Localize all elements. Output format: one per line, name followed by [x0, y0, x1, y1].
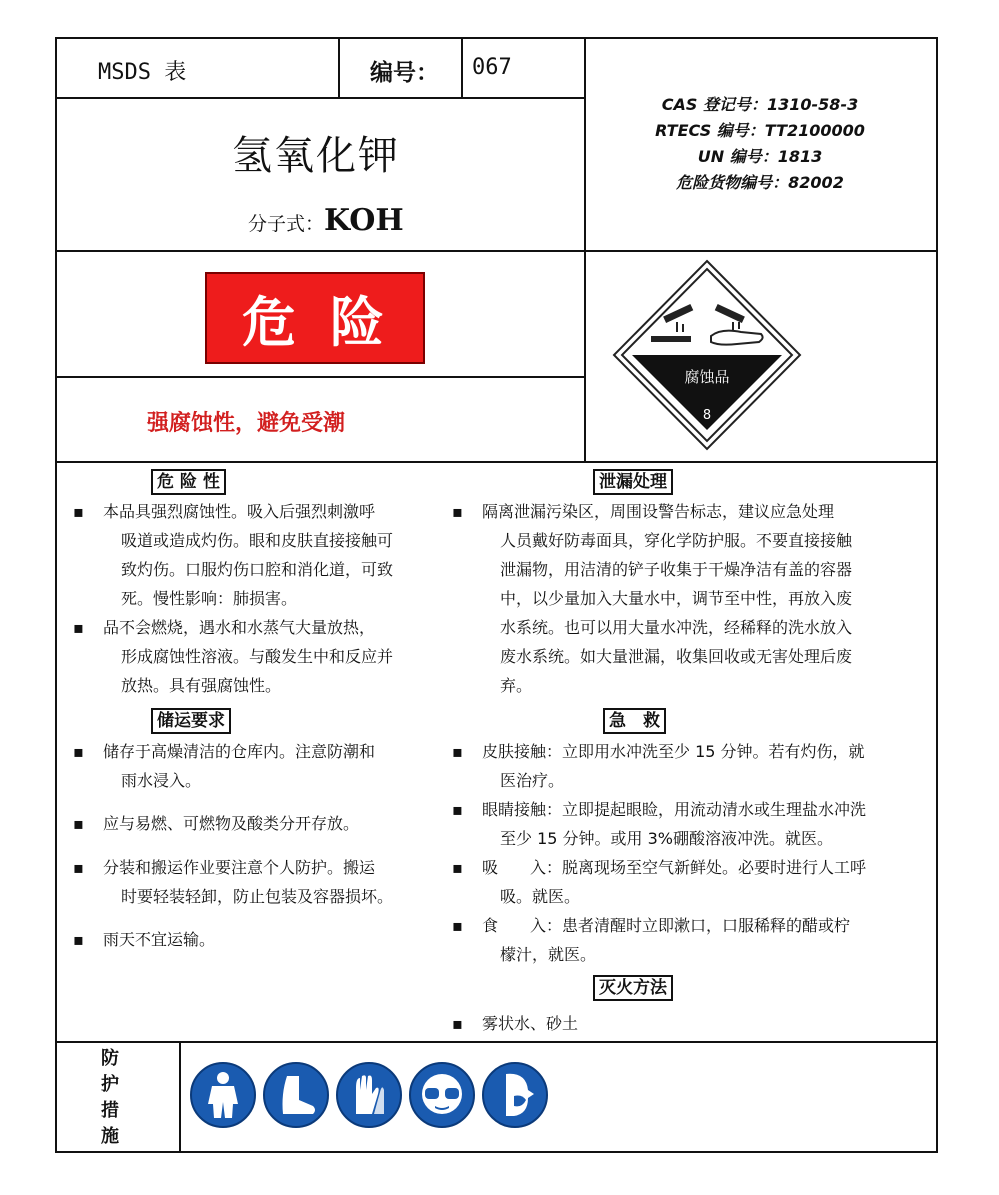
- safety-goggles-icon: [409, 1062, 475, 1128]
- bullet-icon: ▪: [73, 858, 84, 877]
- divider: [55, 1041, 938, 1043]
- safety-boots-icon: [263, 1062, 329, 1128]
- divider: [179, 1041, 181, 1153]
- danger-badge: 危险: [205, 272, 425, 364]
- protection-label: 防 护 措 施: [101, 1048, 119, 1147]
- cas-number: CAS 登记号：1310-58-3: [661, 95, 859, 114]
- formula-label: 分子式：: [248, 213, 325, 235]
- section-title-fire: 灭火方法: [593, 975, 673, 1001]
- warning-text: 强腐蚀性，避免受潮: [147, 411, 346, 436]
- bullet-icon: ▪: [452, 916, 463, 935]
- bullet-icon: ▪: [73, 814, 84, 833]
- bullet-icon: ▪: [73, 742, 84, 761]
- section-title-hazard: 危 险 性: [151, 469, 226, 495]
- divider: [461, 37, 463, 97]
- rtecs-number: RTECS 编号：TT2100000: [655, 121, 865, 140]
- divider: [584, 37, 586, 461]
- list-item: ▪ 品不会燃烧，遇水和水蒸气大量放热， 形成腐蚀性溶液。与酸发生中和反应并 放热。具有强腐蚀性。: [73, 613, 443, 700]
- hazard-label: 腐蚀品: [684, 368, 730, 386]
- section-title-first-aid: 急 救: [603, 708, 666, 734]
- divider: [55, 461, 938, 463]
- list-item: ▪ 雾状水、砂土: [452, 1009, 932, 1038]
- protective-suit-icon: [190, 1062, 256, 1128]
- list-item: ▪ 食 入：患者清醒时立即漱口，口服稀释的醋或柠 檬汁，就医。: [452, 911, 932, 969]
- number-value: 067: [472, 55, 512, 80]
- list-item: ▪ 眼睛接触：立即提起眼睑，用流动清水或生理盐水冲洗 至少 15 分钟。或用 3%硼酸溶液冲洗。就医。: [452, 795, 932, 853]
- bullet-icon: ▪: [452, 502, 463, 521]
- bullet-icon: ▪: [452, 800, 463, 819]
- divider: [338, 37, 340, 97]
- list-item: ▪ 皮肤接触：立即用水冲洗至少 15 分钟。若有灼伤，就 医治疗。: [452, 737, 932, 795]
- protective-gloves-icon: [336, 1062, 402, 1128]
- formula-value: KOH: [324, 203, 404, 238]
- divider: [55, 376, 585, 378]
- section-title-storage: 储运要求: [151, 708, 231, 734]
- bullet-icon: ▪: [73, 930, 84, 949]
- msds-label: MSDS 表: [98, 60, 187, 85]
- list-item: ▪ 雨天不宜运输。: [73, 925, 443, 954]
- chemical-name: 氢氧化钾: [232, 133, 400, 179]
- bullet-icon: ▪: [73, 618, 84, 637]
- bullet-icon: ▪: [452, 858, 463, 877]
- list-item: ▪ 应与易燃、可燃物及酸类分开存放。: [73, 809, 443, 838]
- formula-row: [248, 203, 404, 238]
- identifiers-block: [600, 92, 920, 196]
- divider: [55, 250, 938, 252]
- list-item: ▪ 储存于高燥清洁的仓库内。注意防潮和 雨水浸入。: [73, 737, 443, 795]
- divider: [55, 97, 585, 99]
- section-title-leak: 泄漏处理: [593, 469, 673, 495]
- bullet-icon: ▪: [452, 1014, 463, 1033]
- respirator-mask-icon: [482, 1062, 548, 1128]
- list-item: ▪ 本品具强烈腐蚀性。吸入后强烈刺激呼 吸道或造成灼伤。眼和皮肤直接接触可 致灼伤。口服灼伤口腔和消化道，可致 死。慢性影响：肺损害。: [73, 497, 443, 613]
- un-number: UN 编号：1813: [697, 147, 823, 166]
- list-item: ▪ 隔离泄漏污染区，周围设警告标志，建议应急处理 人员戴好防毒面具，穿化学防护服。不要直接接触 泄漏物，用洁清的铲子收集于干燥净洁有盖的容器 中，以少量加入大量水中，调节至中性，再放入废 水系统。也可以用大量水冲洗，经稀释的洗水放入 废水系统。如大量泄漏，收集回收或无害处理后废 弃。: [452, 497, 922, 700]
- number-label: 编号：: [370, 60, 439, 86]
- bullet-icon: ▪: [73, 502, 84, 521]
- corrosive-hazard-sign: [611, 258, 803, 452]
- bullet-icon: ▪: [452, 742, 463, 761]
- dangerous-goods-number: 危险货物编号：82002: [676, 173, 844, 192]
- list-item: ▪ 吸 入：脱离现场至空气新鲜处。必要时进行人工呼 吸。就医。: [452, 853, 932, 911]
- list-item: ▪ 分装和搬运作业要注意个人防护。搬运 时要轻装轻卸，防止包装及容器损坏。: [73, 853, 443, 911]
- hazard-class-number: 8: [702, 408, 712, 423]
